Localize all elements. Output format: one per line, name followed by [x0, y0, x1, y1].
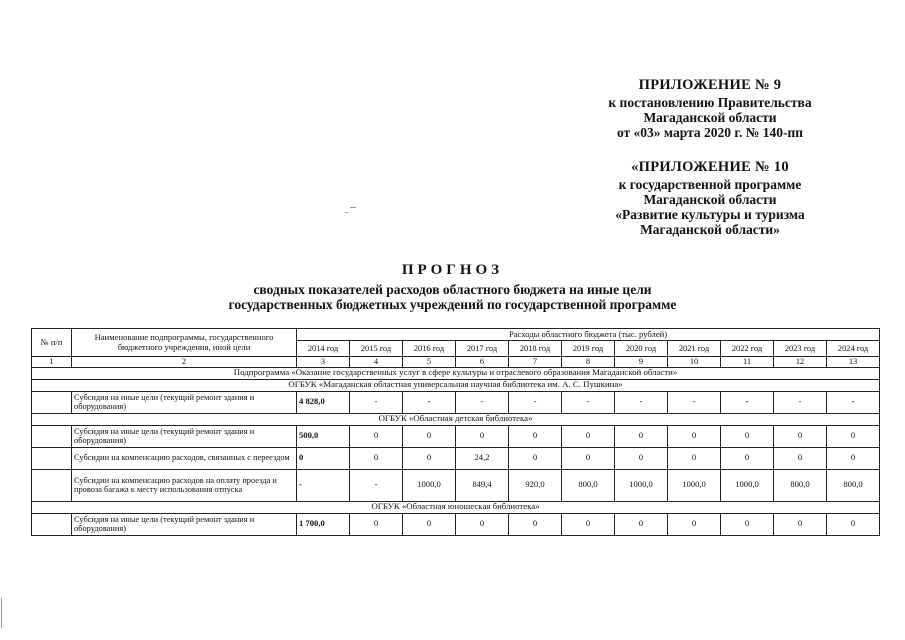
- scan-artifact: [350, 207, 356, 208]
- table-cell: 0: [774, 513, 827, 535]
- appendix-9-line: Магаданской области: [643, 110, 777, 125]
- table-cell: -: [403, 391, 456, 413]
- column-number: 7: [509, 357, 562, 368]
- table-cell: 0: [827, 447, 880, 469]
- table-cell: 0: [350, 513, 403, 535]
- appendix-9-line: от «03» марта 2020 г. № 140-пп: [616, 125, 804, 140]
- section-title: ОГБУК «Областная детская библиотека»: [32, 413, 880, 425]
- table-cell: 1000,0: [403, 469, 456, 501]
- column-number: 1: [32, 357, 72, 368]
- table-cell: -: [456, 391, 509, 413]
- table-cell: 0: [774, 447, 827, 469]
- table-cell: 1000,0: [721, 469, 774, 501]
- scan-artifact: [345, 212, 348, 213]
- section-title: Подпрограмма «Оказание государственных услуг в сфере культуры и отраслевого образования Магаданской области»: [32, 367, 880, 379]
- table-cell: -: [668, 391, 721, 413]
- column-header-year: 2018 год: [509, 341, 562, 357]
- table-cell: 0: [668, 425, 721, 447]
- table-cell: -: [774, 391, 827, 413]
- table-row: [32, 425, 880, 447]
- table-cell: 0: [615, 447, 668, 469]
- document-title: ПРОГНОЗ: [401, 262, 504, 278]
- table-cell: 1 700,0: [297, 513, 350, 535]
- section-row: [32, 413, 880, 425]
- row-label: Субсидия на иные цели (текущий ремонт здания и оборудования): [72, 391, 297, 413]
- table-cell: -: [615, 391, 668, 413]
- column-number: 3: [297, 357, 350, 368]
- column-number: 10: [668, 357, 721, 368]
- scan-artifact: [1, 598, 2, 628]
- table-cell: -: [297, 469, 350, 501]
- table-cell: 0: [827, 513, 880, 535]
- appendix-10-header: [560, 160, 860, 237]
- section-title: ОГБУК «Магаданская областная универсальная научная библиотека им. А. С. Пушкина»: [32, 379, 880, 391]
- table-cell: 0: [403, 425, 456, 447]
- column-header-year: 2024 год: [827, 341, 880, 357]
- column-header-year: 2015 год: [350, 341, 403, 357]
- column-number: 6: [456, 357, 509, 368]
- section-row: [32, 367, 880, 379]
- table-cell: 0: [509, 447, 562, 469]
- column-header-year: 2014 год: [297, 341, 350, 357]
- table-cell: 0: [615, 425, 668, 447]
- column-header-year: 2023 год: [774, 341, 827, 357]
- table-cell: 1000,0: [668, 469, 721, 501]
- appendix-9-line: к постановлению Правительства: [608, 95, 812, 110]
- appendix-10-line: Магаданской области: [643, 192, 777, 207]
- table-row: [32, 513, 880, 535]
- table-cell: 0: [509, 425, 562, 447]
- table-cell: 0: [668, 447, 721, 469]
- table-cell: -: [350, 469, 403, 501]
- subtitle-line: государственных бюджетных учреждений по государственной программе: [228, 297, 677, 312]
- column-number: 13: [827, 357, 880, 368]
- column-number: 4: [350, 357, 403, 368]
- table-cell: -: [721, 391, 774, 413]
- table-cell: 0: [350, 425, 403, 447]
- table-row: [32, 469, 880, 501]
- column-header-year: 2022 год: [721, 341, 774, 357]
- table-cell: 0: [615, 513, 668, 535]
- table-cell: 0: [562, 425, 615, 447]
- column-header-year: 2020 год: [615, 341, 668, 357]
- table-cell: 800,0: [562, 469, 615, 501]
- table-cell: 0: [721, 425, 774, 447]
- budget-table: [31, 328, 880, 536]
- column-number: 11: [721, 357, 774, 368]
- column-header-year: 2019 год: [562, 341, 615, 357]
- row-number: [32, 391, 72, 413]
- table-cell: 0: [297, 447, 350, 469]
- table-cell: -: [350, 391, 403, 413]
- table-cell: 0: [721, 447, 774, 469]
- table-cell: -: [827, 391, 880, 413]
- table-cell: 0: [562, 513, 615, 535]
- row-number: [32, 469, 72, 501]
- row-label: Субсидии на компенсацию расходов, связанных с переездом: [72, 447, 297, 469]
- table-cell: 24,2: [456, 447, 509, 469]
- column-number: 9: [615, 357, 668, 368]
- appendix-9-title: ПРИЛОЖЕНИЕ № 9: [638, 77, 782, 93]
- table-row: [32, 391, 880, 413]
- table-cell: 0: [827, 425, 880, 447]
- table-cell: 0: [403, 447, 456, 469]
- column-header-year: 2017 год: [456, 341, 509, 357]
- table-cell: 1000,0: [615, 469, 668, 501]
- appendix-10-line: «Развитие культуры и туризма: [615, 207, 805, 222]
- subtitle-line: сводных показателей расходов областного бюджета на иные цели: [253, 282, 652, 297]
- row-label: Субсидия на иные цели (текущий ремонт здания и оборудования): [72, 513, 297, 535]
- table-cell: 4 828,0: [297, 391, 350, 413]
- row-label: Субсидии на компенсацию расходов на оплату проезда и провоза багажа к месту использования отпуска: [72, 469, 297, 501]
- column-number: 2: [72, 357, 297, 368]
- column-header-number: № п/п: [32, 329, 72, 357]
- table-cell: 0: [350, 447, 403, 469]
- table-cell: 0: [562, 447, 615, 469]
- table-cell: 0: [774, 425, 827, 447]
- table-cell: 0: [721, 513, 774, 535]
- section-title: ОГБУК «Областная юношеская библиотека»: [32, 501, 880, 513]
- column-numbers-row: [32, 357, 880, 368]
- table-cell: 500,0: [297, 425, 350, 447]
- column-header-name: Наименование подпрограммы, государственного бюджетного учреждения, иной цели: [72, 329, 297, 357]
- table-cell: 849,4: [456, 469, 509, 501]
- table-cell: -: [509, 391, 562, 413]
- section-row: [32, 501, 880, 513]
- table-cell: 800,0: [774, 469, 827, 501]
- row-label: Субсидия на иные цели (текущий ремонт здания и оборудования): [72, 425, 297, 447]
- table-cell: 0: [456, 513, 509, 535]
- table-body: [32, 367, 880, 535]
- table-row: [32, 447, 880, 469]
- appendix-10-title: «ПРИЛОЖЕНИЕ № 10: [631, 159, 789, 175]
- table-cell: 800,0: [827, 469, 880, 501]
- table-cell: 920,0: [509, 469, 562, 501]
- section-row: [32, 379, 880, 391]
- row-number: [32, 447, 72, 469]
- column-number: 8: [562, 357, 615, 368]
- appendix-10-line: Магаданской области»: [640, 222, 780, 237]
- row-number: [32, 513, 72, 535]
- table-cell: 0: [509, 513, 562, 535]
- row-number: [32, 425, 72, 447]
- document-subtitle: [0, 282, 905, 312]
- column-header-year: 2021 год: [668, 341, 721, 357]
- table-cell: 0: [456, 425, 509, 447]
- column-group-header: Расходы областного бюджета (тыс. рублей): [297, 329, 880, 341]
- table-cell: 0: [668, 513, 721, 535]
- column-number: 12: [774, 357, 827, 368]
- table-cell: 0: [403, 513, 456, 535]
- table-cell: -: [562, 391, 615, 413]
- column-number: 5: [403, 357, 456, 368]
- column-header-year: 2016 год: [403, 341, 456, 357]
- appendix-9-header: [560, 78, 860, 140]
- appendix-10-line: к государственной программе: [618, 177, 802, 192]
